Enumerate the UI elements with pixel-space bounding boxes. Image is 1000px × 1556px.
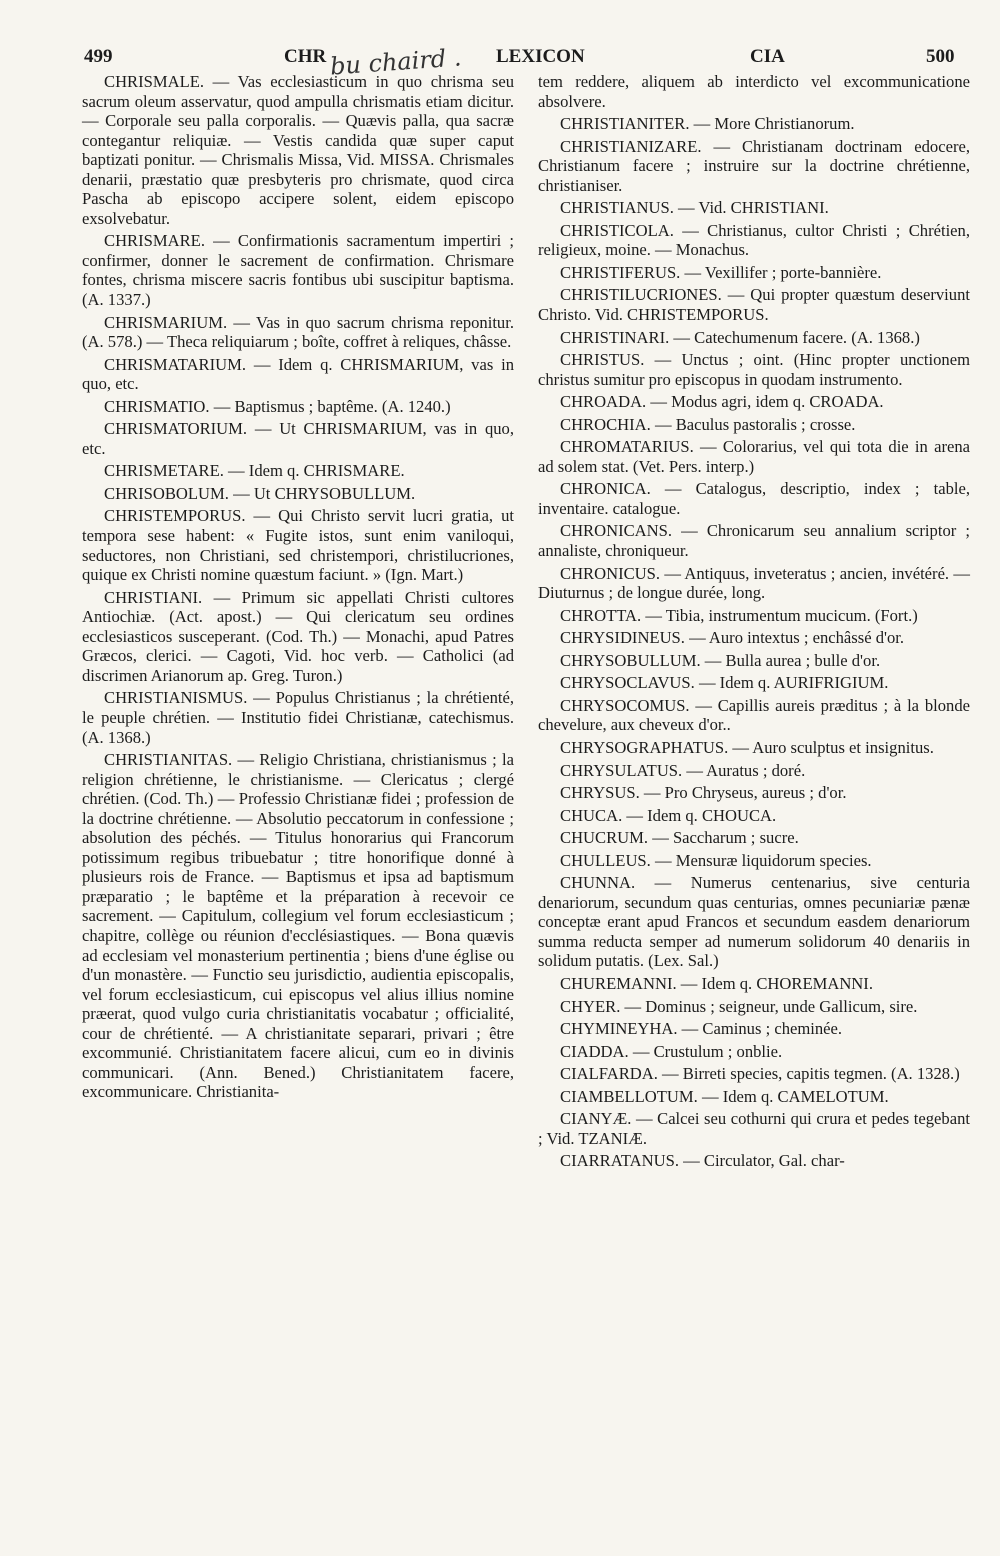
dictionary-entry: CHROCHIA. — Baculus pastoralis ; crosse. [560, 414, 856, 434]
dictionary-entry: CHRYSOGRAPHATUS. — Auro sculptus et insignitus. [560, 737, 934, 757]
dictionary-entry: CHRYSOCLAVUS. — Idem q. AURIFRIGIUM. [560, 673, 889, 693]
running-head-right: CIA [750, 46, 785, 67]
left-column [82, 72, 514, 1105]
dictionary-entry: CHUREMANNI. — Idem q. CHOREMANNI. [560, 973, 873, 993]
dictionary-entry: CHRISMARIUM. — Vas in quo sacrum chrisma reponitur. (A. 578.) — Theca reliquiarum ; boîte, coffret à reliques, châsse. [82, 312, 514, 352]
dictionary-entry: CHRISMARE. — Confirmationis sacramentum impertiri ; confirmer, donner le sacrement de confirmation. Chrismare fontes, chrisma miscere sacris fontibus ubi suscipitur baptisma. (A. 1337.) [82, 231, 514, 310]
dictionary-entry: CHRISMATIO. — Baptismus ; baptême. (A. 1240.) [104, 396, 451, 416]
dictionary-entry: CHRYSOCOMUS. — Capillis aureis præditus ; à la blonde chevelure, aux cheveux d'or.. [538, 695, 970, 735]
dictionary-entry: CHRISTICOLA. — Christianus, cultor Christi ; Chrétien, religieux, moine. — Monachus. [538, 220, 970, 260]
dictionary-entry: CIANYÆ. — Calcei seu cothurni qui crura et pedes tegebant ; Vid. TZANIÆ. [538, 1109, 970, 1148]
dictionary-entry: CHRISTUS. — Unctus ; oint. (Hinc propter unctionem christus sumitur pro episcopus in quodam instrumento. [538, 350, 970, 389]
dictionary-entry: CHYMINEYHA. — Caminus ; cheminée. [560, 1019, 843, 1039]
dictionary-entry: CHRISMALE. — Vas ecclesiasticum in quo chrisma seu sacrum oleum asservatur, quod ampulla chrismatis etiam dicitur. — Corporale seu palla corporalis. — Quævis palla, qua sacræ contegantur reliquiæ. — Vestis candida quæ super caput baptizati ponitur. — Chrismalis Missa, Vid. MISSA. Chrismales denarii, præstatio quæ presbyteris pro chrismate, quod circa Pascha ab episcopo accipere solent, eidem episcopo exsolvebatur. [82, 72, 514, 228]
dictionary-entry: CIALFARDA. — Birreti species, capitis tegmen. (A. 1328.) [560, 1064, 960, 1084]
dictionary-entry: CHRONICANS. — Chronicarum seu annalium scriptor ; annaliste, chroniqueur. [538, 521, 970, 561]
dictionary-entry: CHROADA. — Modus agri, idem q. CROADA. [560, 392, 884, 412]
dictionary-entry: CIAMBELLOTUM. — Idem q. CAMELOTUM. [560, 1086, 889, 1106]
dictionary-entry: CHRISTIANIZARE. — Christianam doctrinam edocere, Christianum facere ; instruire sur la doctrine chrétienne, christianiser. [538, 136, 970, 195]
dictionary-entry: CHRISMETARE. — Idem q. CHRISMARE. [104, 461, 405, 481]
page-number-left: 499 [84, 46, 113, 67]
handwritten-annotation: bu chaird . [329, 43, 463, 81]
dictionary-entry: CHRYSULATUS. — Auratus ; doré. [560, 760, 806, 780]
dictionary-entry: CIARRATANUS. — Circulator, Gal. char- [560, 1151, 845, 1171]
dictionary-entry: CHRISTIANISMUS. — Populus Christianus ; la chrétienté, le peuple chrétien. — Institutio fidei Christianæ, catechismus. (A. 1368.) [82, 688, 514, 747]
dictionary-entry: CHRYSOBULLUM. — Bulla aurea ; bulle d'or. [560, 650, 881, 670]
dictionary-entry: CHRISMATARIUM. — Idem q. CHRISMARIUM, vas in quo, etc. [82, 354, 514, 394]
dictionary-entry: CHRISTILUCRIONES. — Qui propter quæstum deserviunt Christo. Vid. CHRISTEMPORUS. [538, 285, 970, 325]
dictionary-entry: CHRONICA. — Catalogus, descriptio, index ; table, inventaire. catalogue. [538, 479, 970, 518]
dictionary-entry: CHRISTEMPORUS. — Qui Christo servit lucri gratia, ut tempora sese habent: « Fugite istos, sunt enim vaniloqui, seductores, non Christiani, sed christempori, christilucriones, quique ex Christi nomine quæstum faciunt. » (Ign. Mart.) [82, 506, 514, 585]
dictionary-entry: CHRISMATORIUM. — Ut CHRISMARIUM, vas in quo, etc. [82, 419, 514, 458]
page-header [84, 42, 964, 74]
dictionary-entry: CHRISTIANITER. — More Christianorum. [560, 114, 855, 134]
dictionary-entry: CHUCA. — Idem q. CHOUCA. [560, 805, 777, 825]
right-column [538, 72, 970, 1174]
dictionary-entry: CHRISTIANUS. — Vid. CHRISTIANI. [560, 198, 829, 218]
dictionary-entry: CHUCRUM. — Saccharum ; sucre. [560, 828, 799, 848]
dictionary-entry: CHUNNA. — Numerus centenarius, sive centuria denariorum, secundum quas centurias, omnes pecuniariæ pænæ conceptæ erant apud Francos et secundum easdem denariorum summa reducta semper ad numerum solidorum 40 denariis in solidum putatis. (Lex. Sal.) [538, 873, 970, 971]
dictionary-entry: CHRISOBOLUM. — Ut CHRYSOBULLUM. [104, 483, 416, 503]
dictionary-entry: CHRONICUS. — Antiquus, inveteratus ; ancien, invétéré. — Diuturnus ; de longue durée, long. [538, 563, 970, 603]
dictionary-entry: CHRYSUS. — Pro Chryseus, aureus ; d'or. [560, 783, 847, 803]
dictionary-entry: CHROMATARIUS. — Colorarius, vel qui tota die in arena ad solem stat. (Vet. Pers. interp.) [538, 437, 970, 476]
dictionary-entry: CHROTTA. — Tibia, instrumentum mucicum. (Fort.) [560, 605, 918, 625]
dictionary-entry: CHRISTIANI. — Primum sic appellati Christi cultores Antiochiæ. (Act. apost.) — Qui clericatum seu ordines ecclesiasticos susceperant. (Cod. Th.) — Monachi, apud Patres Græcos, clerici. — Cagoti, Vid. hoc verb. — Catholici (ad discrimen Arianorum ap. Greg. Turon.) [82, 587, 514, 685]
dictionary-entry: CHRYSIDINEUS. — Auro intextus ; enchâssé d'or. [560, 628, 905, 648]
running-head-left: CHR [284, 46, 327, 67]
dictionary-entry: CHYER. — Dominus ; seigneur, unde Gallicum, sire. [560, 996, 918, 1016]
dictionary-entry: CHRISTIFERUS. — Vexillifer ; porte-bannière. [560, 262, 882, 282]
dictionary-entry: CHRISTINARI. — Catechumenum facere. (A. 1368.) [560, 327, 920, 347]
dictionary-entry: CIADDA. — Crustulum ; onblie. [560, 1041, 783, 1061]
dictionary-entry: tem reddere, aliquem ab interdicto vel excommunicatione absolvere. [538, 72, 970, 111]
running-title: LEXICON [496, 46, 585, 67]
page-number-right: 500 [926, 46, 955, 67]
dictionary-entry: CHULLEUS. — Mensuræ liquidorum species. [560, 850, 872, 870]
dictionary-entry: CHRISTIANITAS. — Religio Christiana, christianismus ; la religion chrétienne, le christianisme. — Clericatus ; clergé chrétien. (Cod. Th.) — Professio Christianæ fidei ; profession de la doctrine chrétienne. — Absolutio peccatorum in confessione ; absolution des péchés. — Titulus honorarius qui Francorum potissimum regibus tribuebatur ; titre honorifique donné à plusieurs rois de France. — Baptismus et ipsa ad baptismum præparatio ; le baptême et la préparation à recevoir ce sacrement. — Capitulum, collegium vel forum ecclesiasticum ; chapitre, collège ou réunion d'ecclésiastiques. — Bona quævis ad ecclesiam vel monasterium pertinentia ; biens d'une église ou d'un monastère. — Functio seu jurisdictio, audientia episcopalis, vel forum ecclesiasticum, cui episcopus vel alius illius nomine præerat, quod vulgo curia christianitatis vocabatur ; officialité, cour de chrétienté. — A christianitate separari, privari ; être excommunié. Christianitatem facere alicui, cum eo in divinis communicari. (Ann. Bened.) Christianitatem facere, excommunicare. Christianita- [82, 750, 514, 1102]
